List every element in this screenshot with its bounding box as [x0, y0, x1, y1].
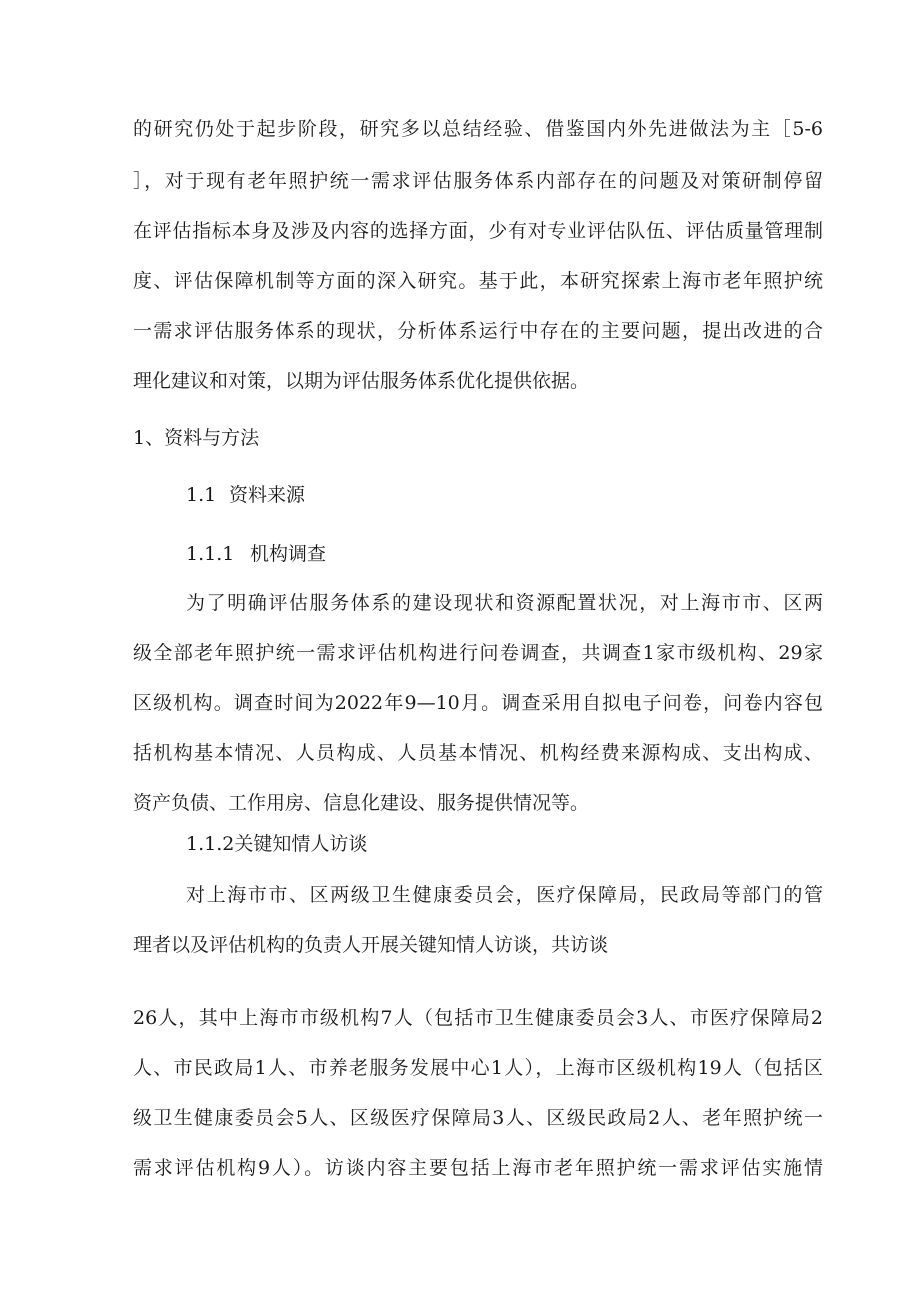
section-number-1-1: 1.1	[186, 484, 217, 506]
paragraph-line: 的研究仍处于起步阶段，研究多以总结经验、借鉴国内外先进做法为主［5-6	[133, 118, 823, 140]
paragraph-line: 为了明确评估服务体系的建设现状和资源配置状况，对上海市市、区两	[186, 592, 823, 614]
section-number-1-1-1: 1.1.1	[186, 543, 235, 565]
section-title-1-1-1: 机构调查	[250, 543, 327, 565]
section-heading-1-1-2: 1.1.2关键知情人访谈	[186, 833, 368, 855]
paragraph-line: 在评估指标本身及涉及内容的选择方面，少有对专业评估队伍、评估质量管理制	[133, 220, 823, 242]
paragraph-line: 理化建议和对策，以期为评估服务体系优化提供依据。	[133, 370, 590, 392]
paragraph-line: 区级机构。调查时间为2022年9—10月。调查采用自拟电子问卷，问卷内容包	[133, 692, 823, 714]
paragraph-line: 人、市民政局1人、市养老服务发展中心1人），上海市区级机构19人（包括区	[133, 1057, 823, 1079]
paragraph-line: 26人，其中上海市市级机构7人（包括市卫生健康委员会3人、市医疗保障局2	[133, 1007, 823, 1029]
paragraph-line: 级全部老年照护统一需求评估机构进行问卷调查，共调查1家市级机构、29家	[133, 642, 823, 664]
paragraph-line: 度、评估保障机制等方面的深入研究。基于此，本研究探索上海市老年照护统	[133, 270, 823, 292]
paragraph-line: 级卫生健康委员会5人、区级医疗保障局3人、区级民政局2人、老年照护统一	[133, 1107, 823, 1129]
paragraph-line: 理者以及评估机构的负责人开展关键知情人访谈，共访谈	[133, 934, 609, 956]
section-heading-1: 1、资料与方法	[133, 427, 260, 449]
paragraph-line: 一需求评估服务体系的现状，分析体系运行中存在的主要问题，提出改进的合	[133, 320, 823, 342]
paragraph-line: 需求评估机构9人）。访谈内容主要包括上海市老年照护统一需求评估实施情	[133, 1157, 823, 1179]
paragraph-line: 对上海市市、区两级卫生健康委员会，医疗保障局，民政局等部门的管	[186, 884, 823, 906]
paragraph-line: 资产负债、工作用房、信息化建设、服务提供情况等。	[133, 792, 590, 814]
paragraph-line: ］，对于现有老年照护统一需求评估服务体系内部存在的问题及对策研制停留	[133, 170, 823, 192]
paragraph-line: 括机构基本情况、人员构成、人员基本情况、机构经费来源构成、支出构成、	[133, 742, 823, 764]
section-title-1-1: 资料来源	[229, 484, 306, 506]
